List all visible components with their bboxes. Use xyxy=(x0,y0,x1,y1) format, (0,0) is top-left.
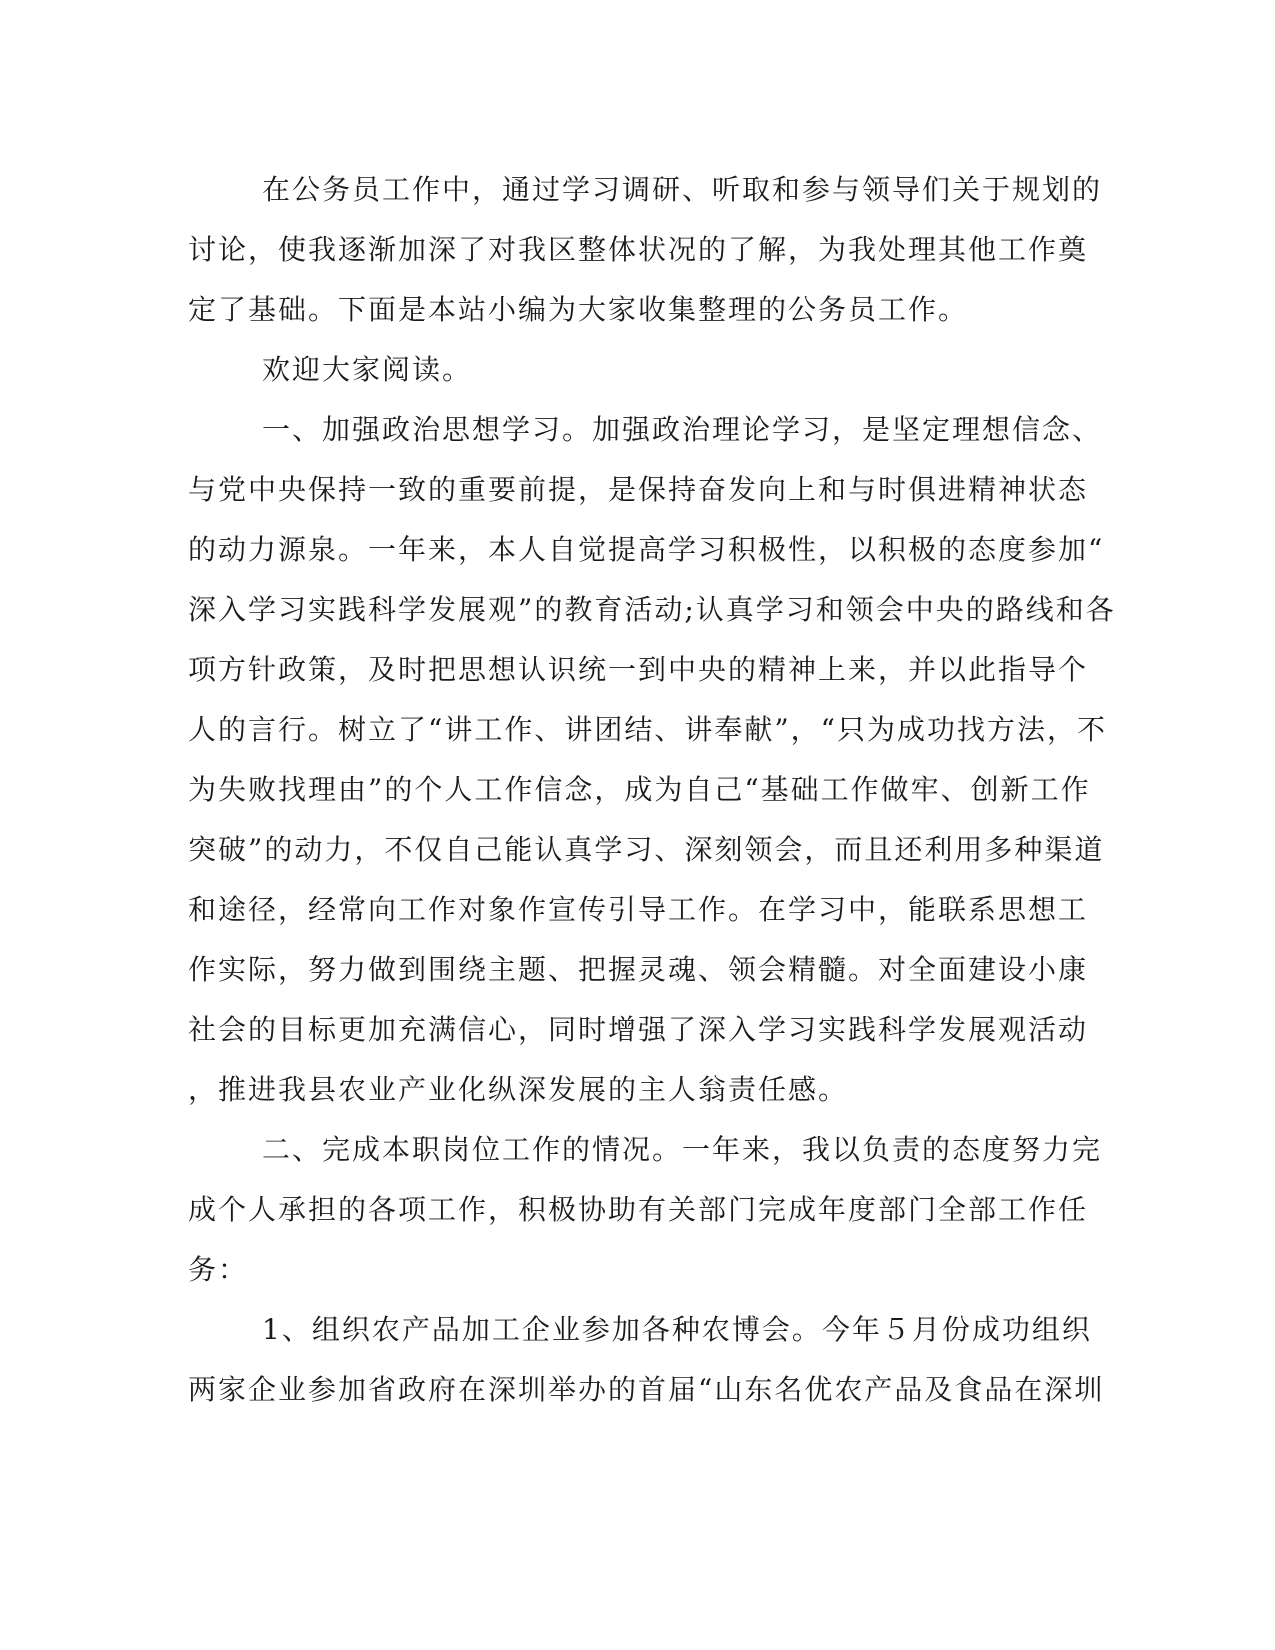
paragraph-5-line-1: 1、组织农产品加工企业参加各种农博会。今年５月份成功组织 xyxy=(262,1313,1092,1346)
paragraph-4-line-3: 务： xyxy=(188,1253,249,1286)
paragraph-4-line-1: 二、完成本职岗位工作的情况。一年来，我以负责的态度努力完 xyxy=(262,1133,1103,1166)
paragraph-3-line-6: 人的言行。树立了“讲工作、讲团结、讲奉献”，“只为成功找方法，不 xyxy=(188,713,1107,746)
paragraph-3-line-10: 作实际，努力做到围绕主题、把握灵魂、领会精髓。对全面建设小康 xyxy=(188,953,1089,986)
paragraph-3-line-3: 的动力源泉。一年来，本人自觉提高学习积极性，以积极的态度参加“ xyxy=(188,533,1105,566)
paragraph-4-line-2: 成个人承担的各项工作，积极协助有关部门完成年度部门全部工作任 xyxy=(188,1193,1089,1226)
paragraph-2-line-1: 欢迎大家阅读。 xyxy=(262,353,473,386)
paragraph-3-line-12: ，推进我县农业产业化纵深发展的主人翁责任感。 xyxy=(188,1073,849,1106)
paragraph-3-line-7: 为失败找理由”的个人工作信念，成为自己“基础工作做牢、创新工作 xyxy=(188,773,1091,806)
paragraph-1-line-1: 在公务员工作中，通过学习调研、听取和参与领导们关于规划的 xyxy=(262,173,1103,206)
paragraph-1-line-2: 讨论，使我逐渐加深了对我区整体状况的了解，为我处理其他工作奠 xyxy=(188,233,1089,266)
paragraph-3-line-4: 深入学习实践科学发展观”的教育活动;认真学习和领会中央的路线和各 xyxy=(188,593,1116,626)
paragraph-3-line-1: 一、加强政治思想学习。加强政治理论学习，是坚定理想信念、 xyxy=(262,413,1103,446)
paragraph-3-line-11: 社会的目标更加充满信心，同时增强了深入学习实践科学发展观活动 xyxy=(188,1013,1089,1046)
paragraph-3-line-8: 突破”的动力，不仅自己能认真学习、深刻领会，而且还利用多种渠道 xyxy=(188,833,1105,866)
paragraph-3-line-2: 与党中央保持一致的重要前提，是保持奋发向上和与时俱进精神状态 xyxy=(188,473,1089,506)
paragraph-3-line-5: 项方针政策，及时把思想认识统一到中央的精神上来，并以此指导个 xyxy=(188,653,1089,686)
document-body xyxy=(188,160,1116,1420)
paragraph-3-line-9: 和途径，经常向工作对象作宣传引导工作。在学习中，能联系思想工 xyxy=(188,893,1089,926)
paragraph-1-line-3: 定了基础。下面是本站小编为大家收集整理的公务员工作。 xyxy=(188,293,969,326)
paragraph-5-line-2: 两家企业参加省政府在深圳举办的首届“山东名优农产品及食品在深圳 xyxy=(188,1373,1105,1406)
